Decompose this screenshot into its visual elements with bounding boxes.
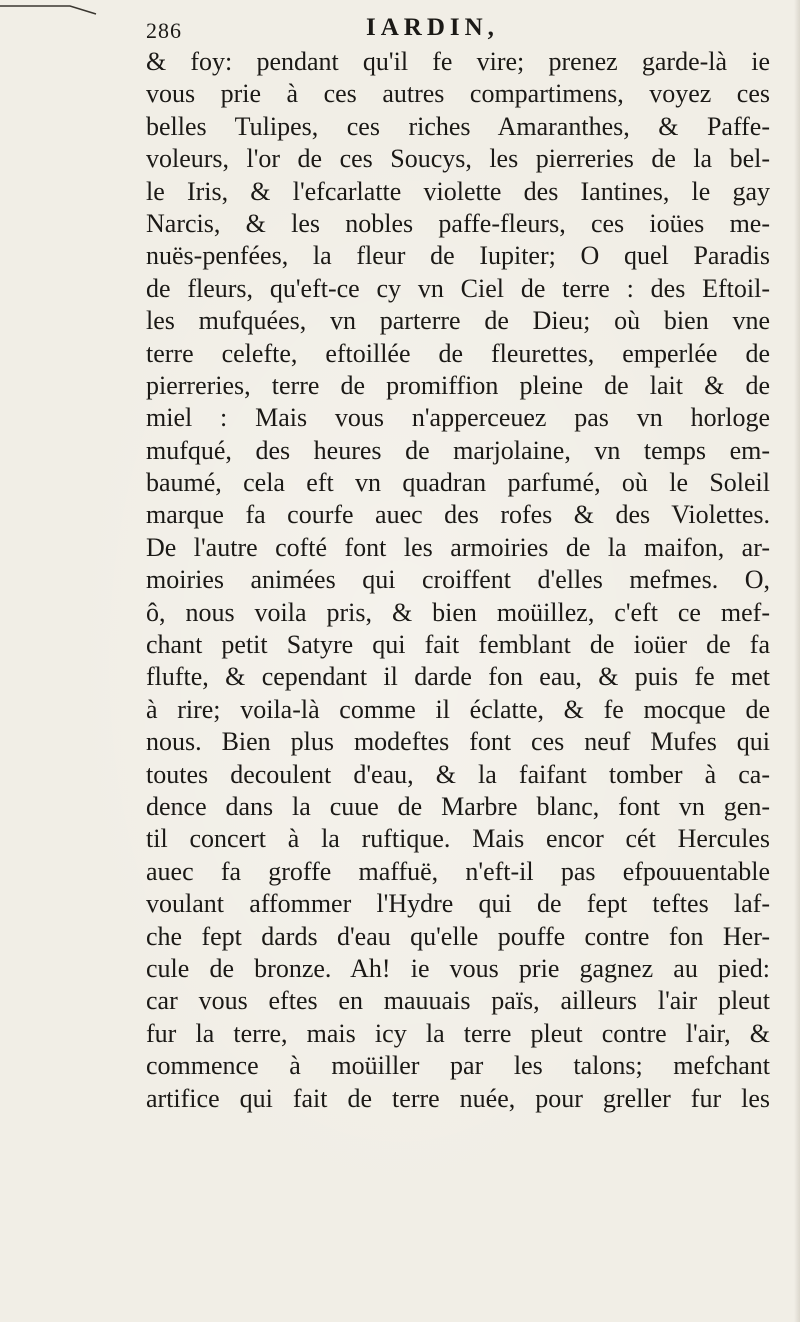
text-line: auec fa groffe maffuë, n'eft-il pas efpouuentable <box>146 856 770 886</box>
text-line: baumé, cela eft vn quadran parfumé, où le Soleil <box>146 468 770 498</box>
page-edge-shadow <box>794 0 800 1322</box>
text-line: pierreries, terre de promiffion pleine de lait & de <box>146 370 770 400</box>
text-line: de fleurs, qu'eft-ce cy vn Ciel de terre : des Eftoil- <box>146 273 770 303</box>
text-line: commence à moüiller par les talons; mefchant <box>146 1051 770 1081</box>
printed-rule-mark <box>0 0 110 16</box>
text-line: mufqué, des heures de marjolaine, vn temps em- <box>146 435 770 465</box>
text-line: moiries animées qui croiffent d'elles mefmes. O, <box>146 565 770 595</box>
text-line: De l'autre cofté font les armoiries de la maifon, ar- <box>146 532 770 562</box>
text-line: Narcis, & les nobles paffe-fleurs, ces ioües me- <box>146 208 770 238</box>
text-line: cule de bronze. Ah! ie vous prie gagnez au pied: <box>146 953 770 983</box>
text-line: fur la terre, mais icy la terre pleut contre l'air, & <box>146 1018 770 1048</box>
text-line: flufte, & cependant il darde fon eau, & puis fe met <box>146 662 770 692</box>
running-head: IARDIN, <box>366 14 499 41</box>
text-line: à rire; voila-là comme il éclatte, & fe mocque de <box>146 694 770 724</box>
text-line: belles Tulipes, ces riches Amaranthes, & Paffe- <box>146 111 770 141</box>
text-line: dence dans la cuue de Marbre blanc, font vn gen- <box>146 791 770 821</box>
text-line: ô, nous voila pris, & bien moüillez, c'eft ce mef- <box>146 597 770 627</box>
text-line: le Iris, & l'efcarlatte violette des Iantines, le gay <box>146 176 770 206</box>
text-line: nous. Bien plus modeftes font ces neuf Mufes qui <box>146 727 770 757</box>
text-line: til concert à la ruftique. Mais encor cét Hercules <box>146 824 770 854</box>
text-line: miel : Mais vous n'apperceuez pas vn horloge <box>146 403 770 433</box>
body-text <box>146 46 770 1115</box>
page-number: 286 <box>146 18 182 43</box>
text-line: voleurs, l'or de ces Soucys, les pierreries de la bel- <box>146 144 770 174</box>
text-line: artifice qui fait de terre nuée, pour greller fur les <box>146 1083 770 1113</box>
text-line: toutes decoulent d'eau, & la faifant tomber à ca- <box>146 759 770 789</box>
text-line: voulant affommer l'Hydre qui de fept teftes laf- <box>146 889 770 919</box>
text-line: terre celefte, eftoillée de fleurettes, emperlée de <box>146 338 770 368</box>
text-line: che fept dards d'eau qu'elle pouffe contre fon Her- <box>146 921 770 951</box>
text-line: & foy: pendant qu'il fe vire; prenez garde-là ie <box>146 47 770 76</box>
text-line: vous prie à ces autres compartimens, voyez ces <box>146 79 770 109</box>
text-line: chant petit Satyre qui fait femblant de ioüer de fa <box>146 630 770 660</box>
text-line: nuës-penfées, la fleur de Iupiter; O quel Paradis <box>146 241 770 271</box>
page-header <box>146 14 766 48</box>
text-line: marque fa courfe auec des rofes & des Violettes. <box>146 500 770 530</box>
text-line: car vous eftes en mauuais païs, ailleurs l'air pleut <box>146 986 770 1016</box>
text-line: les mufquées, vn parterre de Dieu; où bien vne <box>146 306 770 336</box>
